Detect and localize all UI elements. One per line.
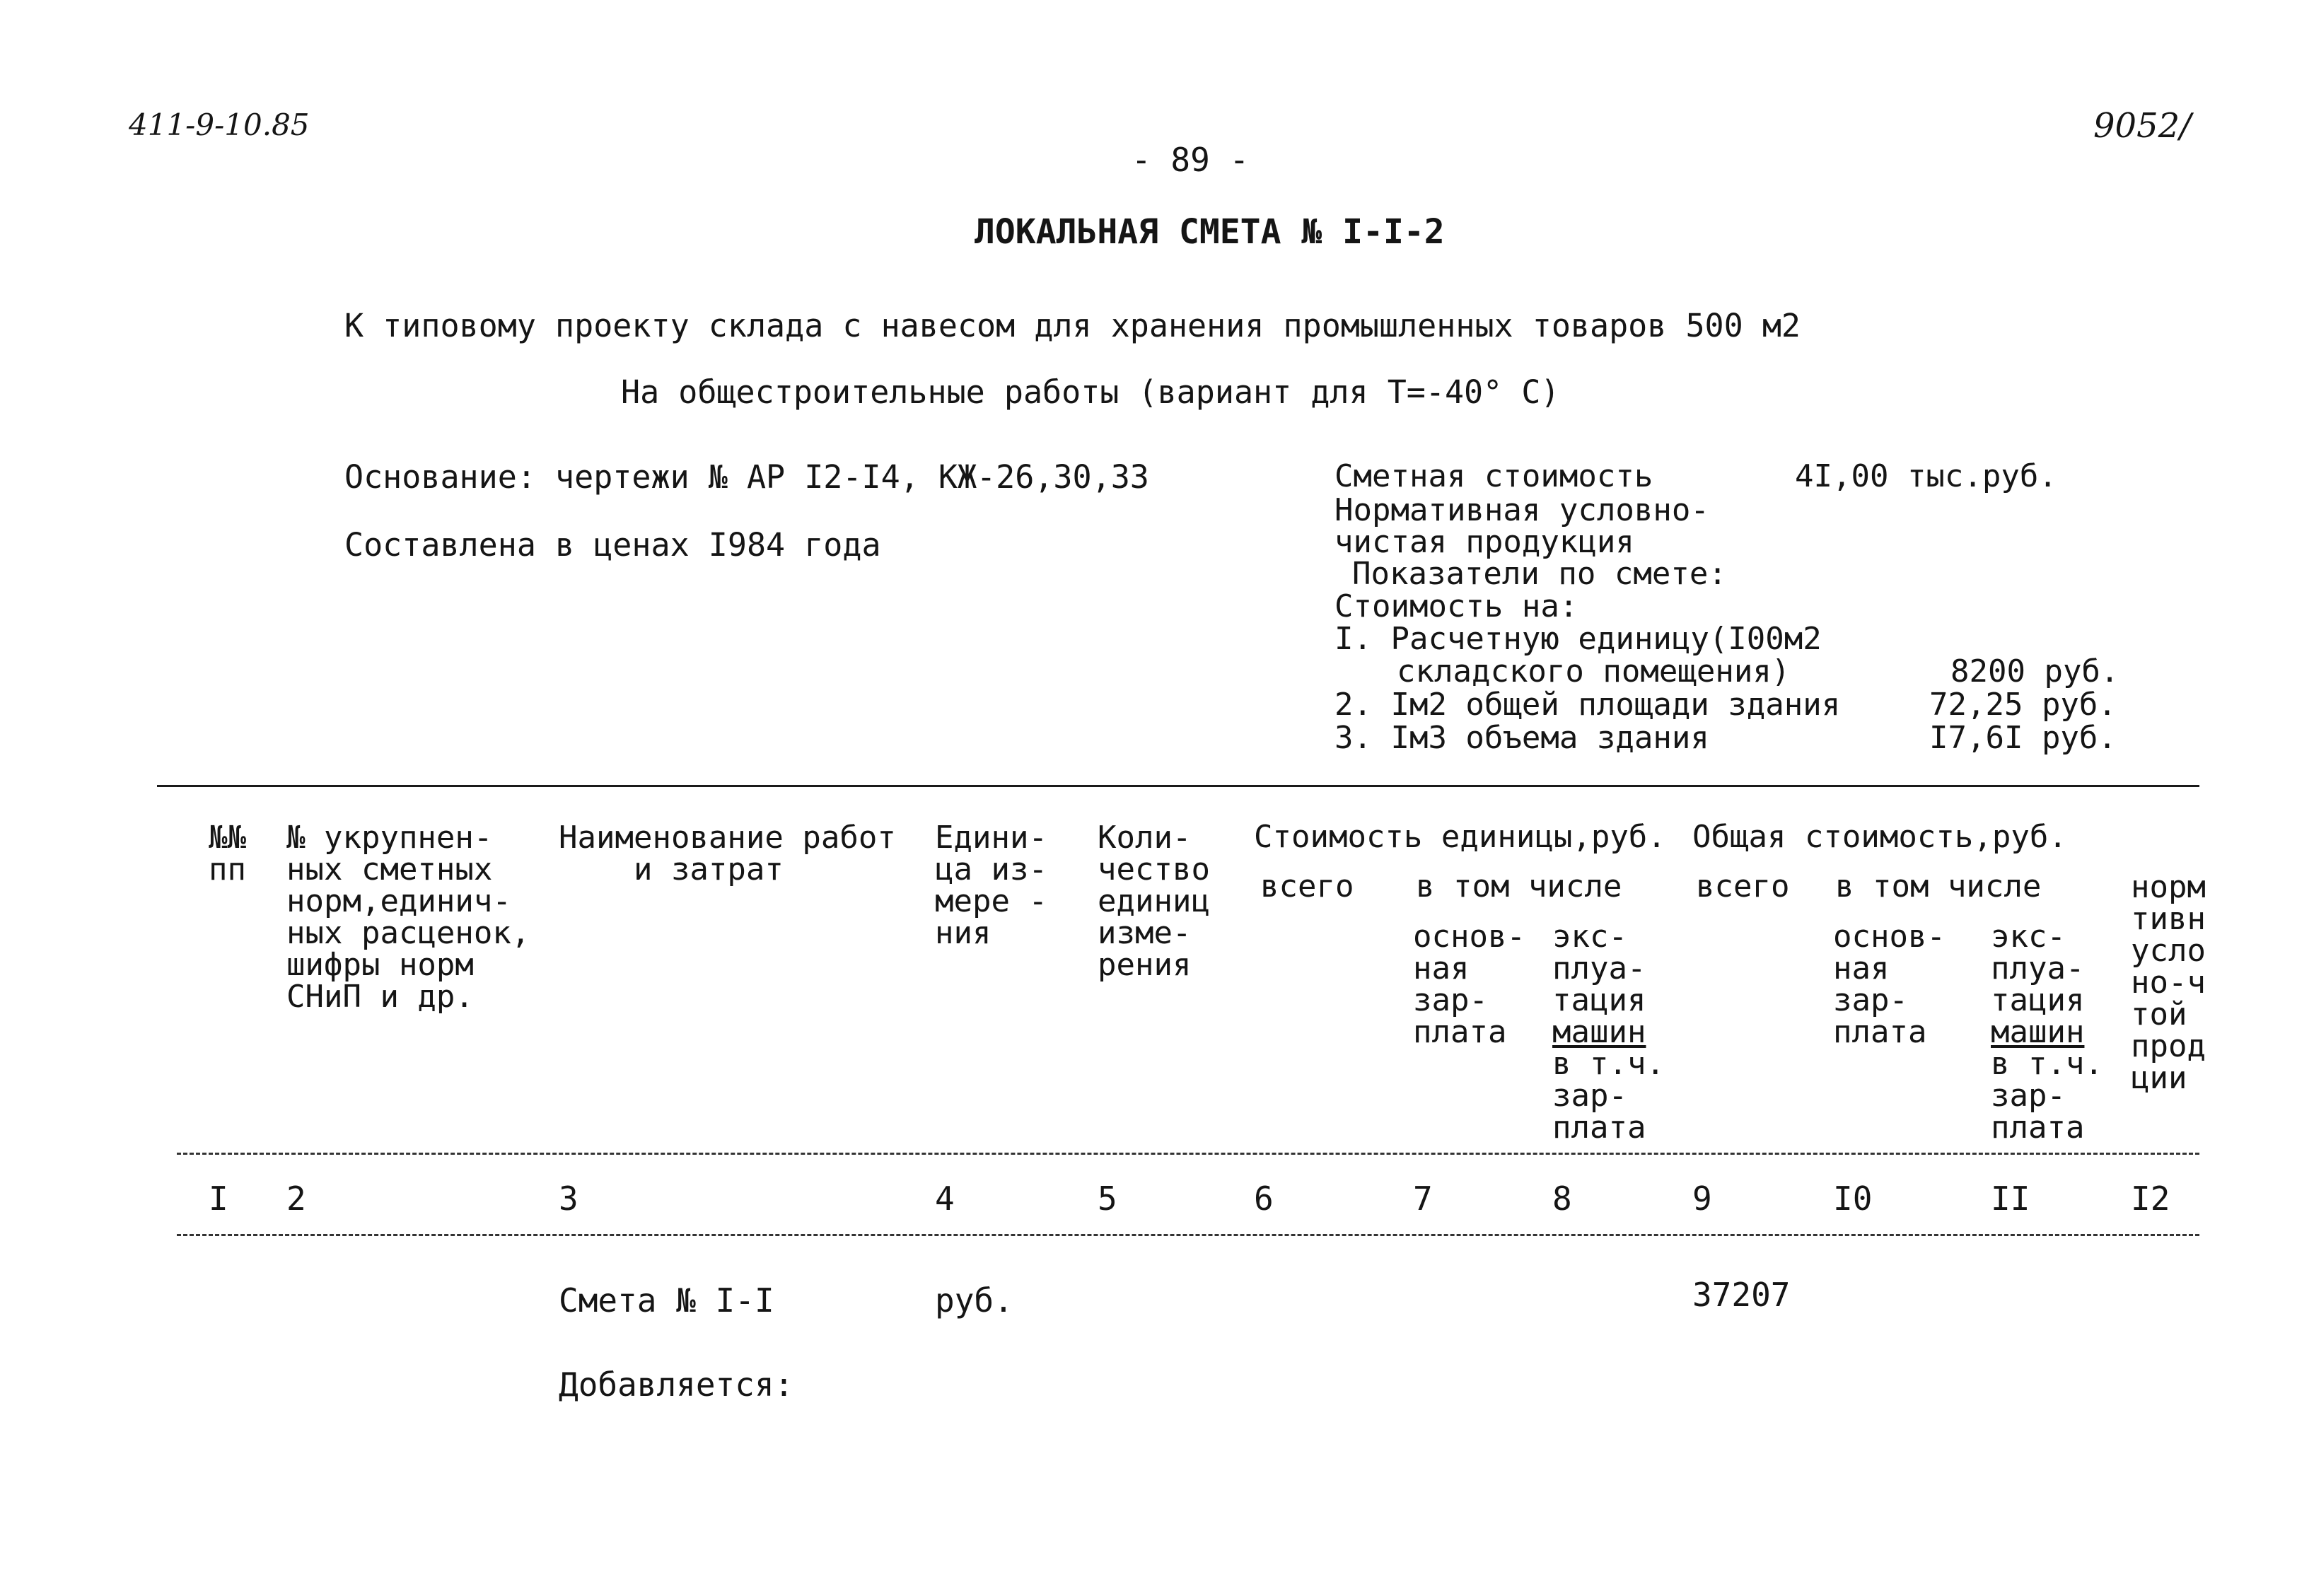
machines-label-bottom: в т.ч. зар- плата [1552,1046,1665,1146]
indicator-2-label: 2. Iм2 общей площади здания [1334,687,1841,723]
col-number-3: 3 [559,1179,578,1218]
col-header-unit-cost: Стоимость единицы,руб. [1254,819,1666,855]
col-header-total-all: всего [1696,868,1790,904]
cost-per-label: Стоимость на: [1334,588,1578,624]
col-number-2: 2 [286,1179,306,1218]
document-code: 411-9-10.85 [129,107,310,142]
added-label: Добавляется: [559,1365,794,1404]
column-numbers-separator [177,1234,2199,1236]
header-separator [177,1153,2199,1155]
col-header-unit-machines [1552,919,1665,1146]
machines-label-top: экс- плуа- тация [1991,919,2085,1018]
indicator-3-label: 3. Iм3 объема здания [1334,720,1709,756]
basis-line: Основание: чертежи № АР I2-I4, КЖ-26,30,33 [344,458,1149,496]
indicator-1-label-cont: складского помещения) [1397,653,1791,689]
col-number-5: 5 [1098,1179,1117,1218]
estimate-cost-label: Сметная стоимость [1334,458,1653,494]
col-header-unit-base-salary: основ- ная зар- плата [1413,919,1525,1050]
col-header-work-name: Наименование работ и затрат [559,820,896,887]
col-header-norm-code: № укрупнен- ных сметных норм,единич- ных расценок, шифры норм СНиП и др. [286,820,530,1015]
machines-label-bottom: в т.ч. зар- плата [1991,1046,2103,1146]
indicator-1-label: I. Расчетную единицу(I00м2 [1334,621,1822,657]
indicators-label: Показатели по смете: [1352,556,1727,592]
machines-label-top: экс- плуа- тация [1552,919,1646,1018]
page-subtitle: К типовому проекту склада с навесом для хранения промышленных товаров 500 м2 [344,307,1801,344]
col-header-unit-including: в том числе [1416,868,1622,904]
row-estimate-unit: руб. [935,1281,1013,1320]
col-number-12: I2 [2131,1179,2170,1218]
normative-label-1: Нормативная условно- [1334,492,1709,528]
col-header-total-cost: Общая стоимость,руб. [1692,819,2067,855]
col-header-total-including: в том числе [1835,868,2042,904]
archive-number: 9052/ [2093,106,2192,146]
col-number-10: I0 [1833,1179,1873,1218]
col-number-4: 4 [935,1179,955,1218]
indicator-2-value: 72,25 руб. [1929,687,2117,723]
col-number-6: 6 [1254,1179,1274,1218]
row-estimate-name: Смета № I-I [559,1281,774,1320]
row-estimate-total: 37207 [1692,1276,1791,1314]
col-header-unit: Едини- ца из- мере - ния [935,820,1047,951]
table-top-rule [157,785,2199,787]
work-type: На общестроительные работы (вариант для T=-40° С) [621,373,1560,411]
col-number-8: 8 [1552,1179,1572,1218]
col-header-quantity: Коли- чество единиц изме- рения [1098,820,1210,983]
col-header-number: №№ пп [209,820,246,887]
page-number: - 89 - [1132,141,1250,179]
col-number-11: II [1991,1179,2030,1218]
col-header-unit-all: всего [1260,868,1354,904]
col-number-7: 7 [1413,1179,1433,1218]
col-header-total-machines [1991,919,2103,1146]
col-number-1: I [209,1179,228,1218]
prices-year-line: Составлена в ценах I984 года [344,526,881,564]
page-title: ЛОКАЛЬНАЯ СМЕТА № I-I-2 [975,212,1445,252]
col-header-normative-product: норм тивн усло но-ч той прод ции [2131,869,2206,1096]
estimate-cost-value: 4I,00 тыс.руб. [1795,458,2057,494]
indicator-1-value: 8200 руб. [1950,653,2119,689]
col-header-total-base-salary: основ- ная зар- плата [1833,919,1946,1050]
normative-label-2: чистая продукция [1334,524,1634,560]
col-number-9: 9 [1692,1179,1712,1218]
machines-label-underlined: машин [1991,1014,2085,1050]
indicator-3-value: I7,6I руб. [1929,720,2117,756]
machines-label-underlined: машин [1552,1014,1646,1050]
